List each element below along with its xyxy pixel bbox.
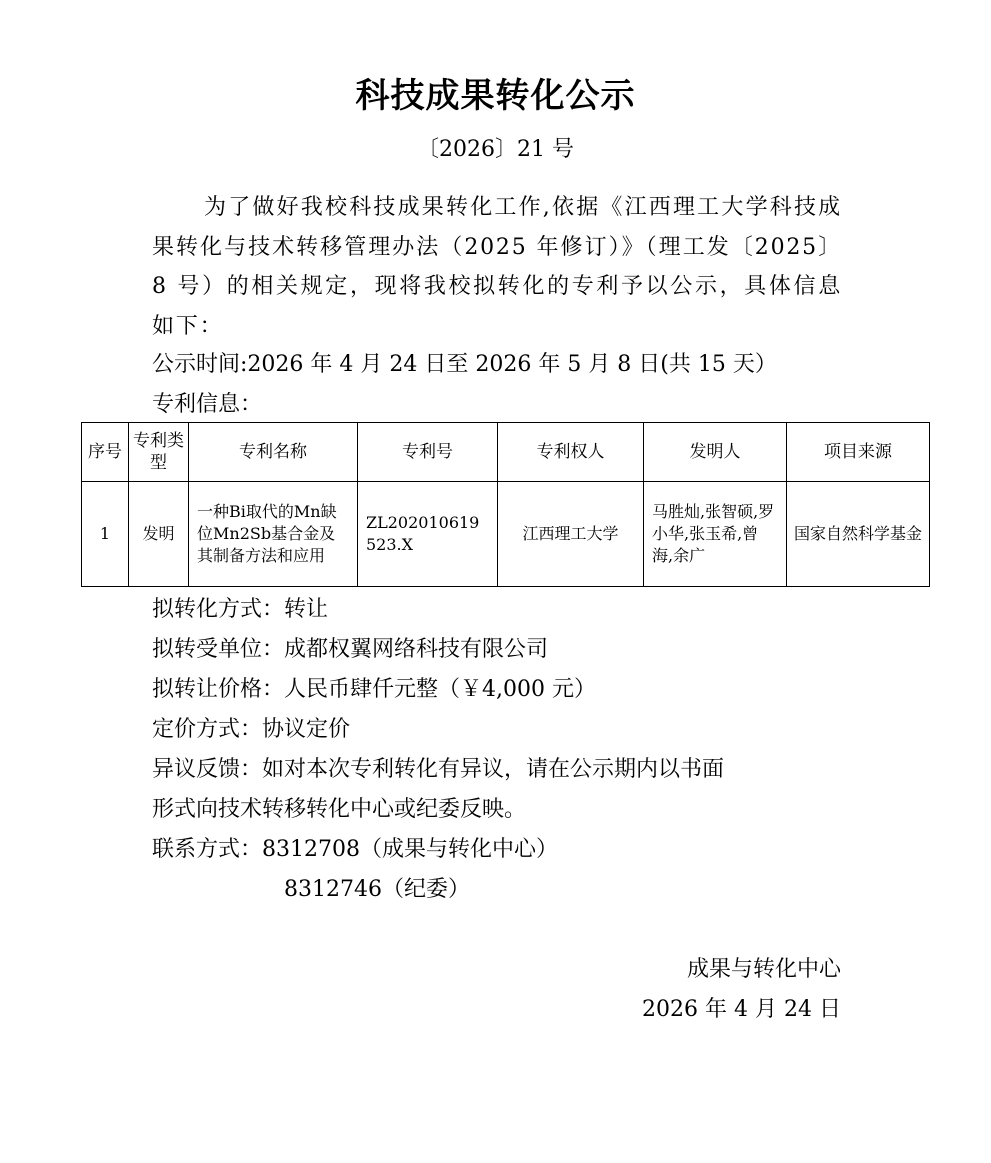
header-cell-source: 项目来源 — [787, 423, 930, 482]
page-title: 科技成果转化公示 — [355, 76, 636, 116]
header-cell-type: 专利类型 — [129, 423, 189, 482]
header-cell-number: 专利号 — [358, 423, 498, 482]
pricing-method: 定价方式：协议定价 — [152, 717, 351, 742]
objection-feedback-1: 异议反馈：如对本次专利转化有异议，请在公示期内以书面 — [152, 757, 725, 782]
cell-source: 国家自然科学基金 — [787, 482, 930, 587]
announcement-period: 公示时间:2026 年 4 月 24 日至 2026 年 5 月 8 日(共 15 天） — [152, 352, 777, 377]
table-row — [82, 482, 930, 587]
header-cell-name: 专利名称 — [189, 423, 358, 482]
cell-number: ZL202010619523.X — [358, 482, 498, 587]
cell-name: 一种Bi取代的Mn缺位Mn2Sb基合金及其制备方法和应用 — [189, 482, 358, 587]
patent-table — [81, 422, 930, 587]
objection-feedback-2: 形式向技术转移转化中心或纪委反映。 — [152, 797, 527, 822]
contact-line-1: 联系方式：8312708（成果与转化中心） — [152, 837, 558, 862]
transfer-price: 拟转让价格：人民币肆仟元整（￥4,000 元） — [152, 677, 596, 702]
transfer-method: 拟转化方式：转让 — [152, 597, 329, 622]
intro-paragraph: 为了做好我校科技成果转化工作,依据《江西理工大学科技成果转化与技术转移管理办法（2025 年修订）》（理工发〔2025〕8 号）的相关规定，现将我校拟转化的专利予以公示，具体信息如下： — [152, 195, 842, 339]
transfer-assignee: 拟转受单位：成都权翼网络科技有限公司 — [152, 637, 549, 662]
cell-inventors: 马胜灿,张智硕,罗小华,张玉希,曾海,余广 — [644, 482, 787, 587]
cell-holder: 江西理工大学 — [498, 482, 644, 587]
signature-date: 2026 年 4 月 24 日 — [642, 997, 841, 1022]
cell-no: 1 — [82, 482, 129, 587]
patent-info-label: 专利信息： — [152, 392, 263, 417]
header-cell-no: 序号 — [82, 423, 129, 482]
cell-type: 发明 — [129, 482, 189, 587]
signature-org: 成果与转化中心 — [686, 957, 841, 982]
header-cell-inventors: 发明人 — [644, 423, 787, 482]
header-cell-holder: 专利权人 — [498, 423, 644, 482]
table-header-row — [82, 423, 930, 482]
contact-line-2: 8312746（纪委） — [284, 877, 470, 902]
document-number: 〔2026〕21 号 — [417, 137, 574, 162]
